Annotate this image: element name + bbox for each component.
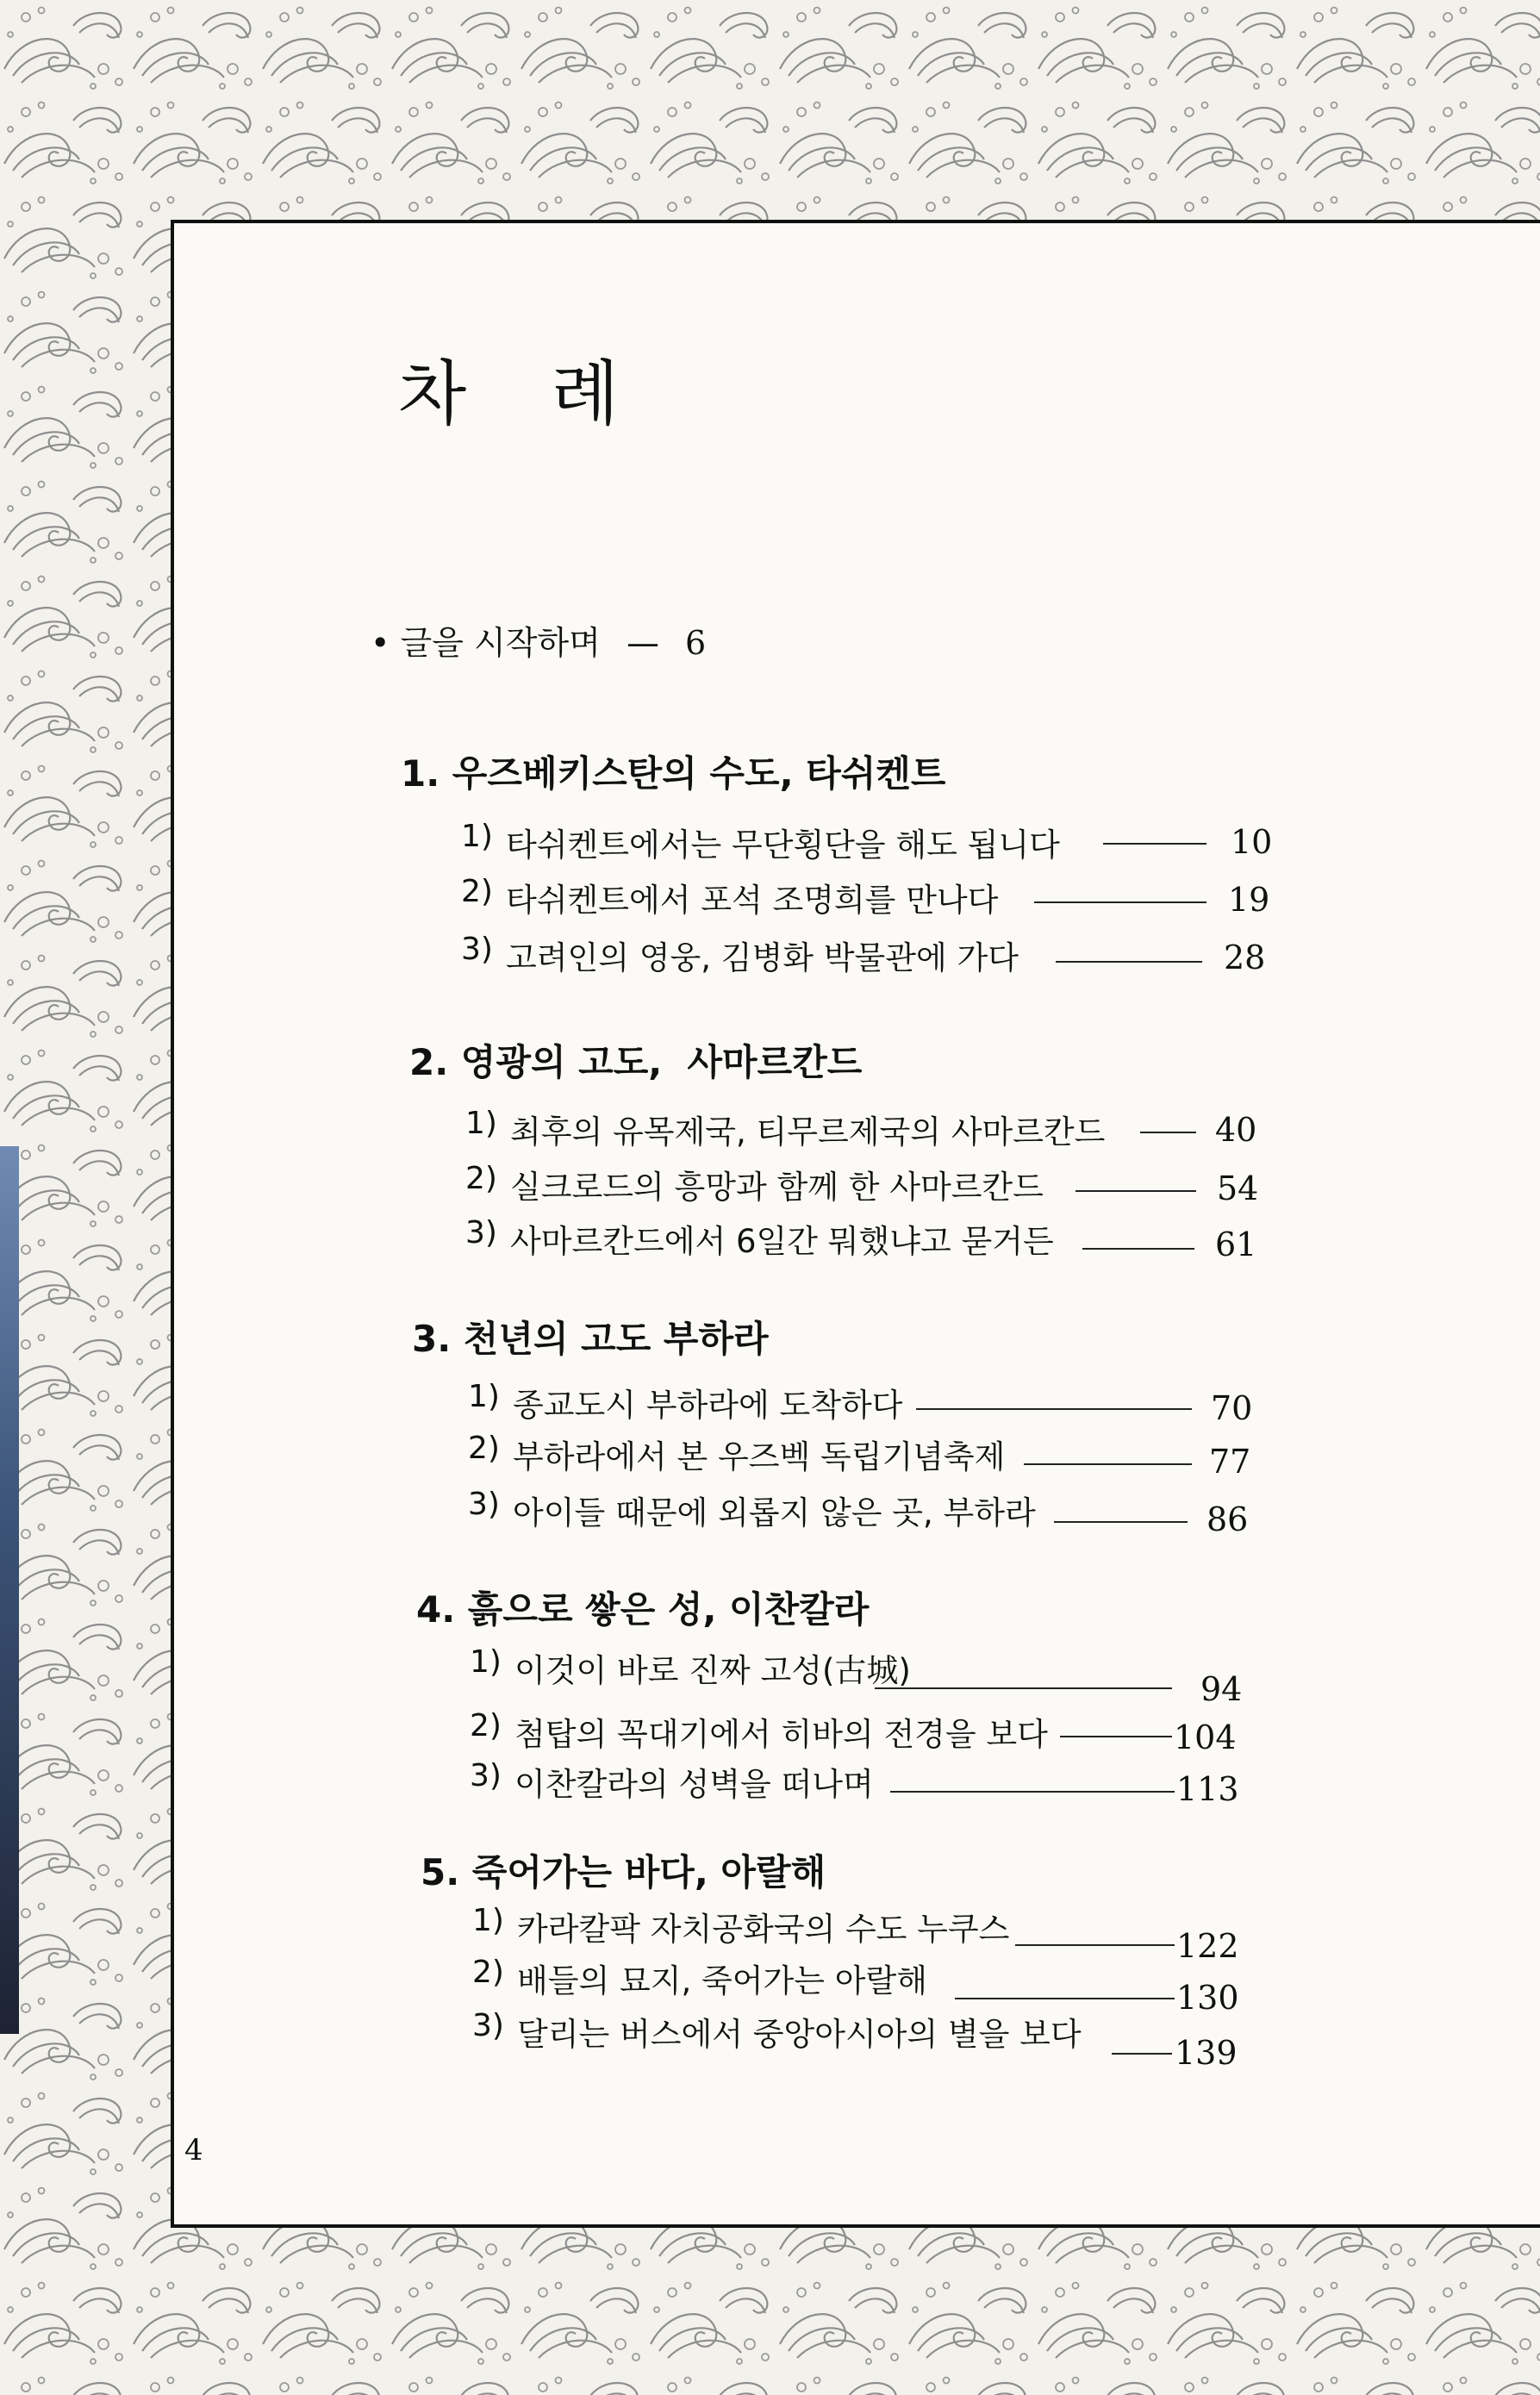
toc-entry[interactable]	[468, 1487, 1287, 1538]
leader-line	[1103, 843, 1206, 845]
leader-line	[1140, 1132, 1196, 1133]
entry-title: 최후의 유목제국, 티무르제국의 사마르칸드	[510, 1113, 1106, 1151]
leader-line	[1082, 1248, 1194, 1250]
entry-number: 3)	[470, 1758, 502, 1793]
leader-line	[955, 1998, 1175, 1999]
entry-title: 타쉬켄트에서 포석 조명희를 만나다	[506, 882, 999, 919]
entry-title: 달리는 버스에서 중앙아시아의 별을 보다	[517, 2016, 1082, 2053]
toc-entry[interactable]	[470, 1644, 1288, 1708]
leader-line	[1056, 961, 1202, 963]
toc-entry[interactable]	[472, 1955, 1291, 2017]
entry-page: 139	[1175, 2034, 1238, 2072]
entry-page: 40	[1215, 1111, 1257, 1149]
entry-page: 61	[1215, 1226, 1257, 1263]
page-title: 차 례	[398, 353, 651, 435]
section-heading-2[interactable]: 2. 영광의 고도, 사마르칸드	[409, 1041, 863, 1083]
entry-page: 122	[1176, 1927, 1239, 1965]
leader-line	[1015, 1944, 1175, 1946]
entry-number: 1)	[472, 1903, 504, 1938]
toc-entry[interactable]	[461, 932, 1280, 983]
intro-page: 6	[685, 624, 707, 662]
entry-page: 77	[1209, 1443, 1251, 1481]
entry-number: 2)	[465, 1161, 497, 1196]
entry-number: 1)	[461, 819, 493, 854]
toc-entry[interactable]	[468, 1379, 1287, 1431]
entry-page: 28	[1224, 939, 1266, 976]
entry-page: 94	[1200, 1670, 1243, 1708]
entry-page: 130	[1176, 1979, 1239, 2017]
entry-number: 3)	[465, 1215, 497, 1251]
entry-number: 1)	[465, 1106, 497, 1141]
entry-number: 1)	[470, 1644, 502, 1680]
toc-intro-entry[interactable]	[371, 616, 706, 664]
bullet: •	[371, 624, 390, 662]
toc-entry[interactable]	[465, 1106, 1284, 1157]
entry-title: 첨탑의 꼭대기에서 히바의 전경을 보다	[514, 1716, 1048, 1753]
entry-page: 70	[1211, 1389, 1253, 1427]
section-heading-3[interactable]: 3. 천년의 고도 부하라	[412, 1318, 769, 1360]
entry-number: 1)	[468, 1379, 500, 1414]
section-heading-1[interactable]: 1. 우즈베키스탄의 수도, 타쉬켄트	[401, 752, 946, 795]
entry-title: 이것이 바로 진짜 고성(古城)	[514, 1652, 911, 1689]
toc-entry[interactable]	[472, 2008, 1291, 2072]
entry-title: 고려인의 영웅, 김병화 박물관에 가다	[506, 939, 1019, 976]
leader-line	[1060, 1736, 1172, 1737]
toc-entry[interactable]	[461, 819, 1280, 870]
intro-dash: —	[626, 624, 659, 662]
entry-number: 2)	[472, 1955, 504, 1990]
adjacent-page-strip	[0, 1146, 19, 2034]
section-heading-4[interactable]: 4. 흙으로 쌓은 성, 이찬칼라	[416, 1588, 870, 1631]
entry-title: 아이들 때문에 외롭지 않은 곳, 부하라	[513, 1494, 1036, 1531]
toc-entry[interactable]	[461, 874, 1280, 926]
entry-title: 사마르칸드에서 6일간 뭐했냐고 묻거든	[510, 1223, 1054, 1260]
entry-page: 54	[1217, 1169, 1259, 1207]
entry-title: 배들의 묘지, 죽어가는 아랄해	[517, 1962, 927, 1999]
toc-entry[interactable]	[472, 1903, 1291, 1965]
entry-title: 이찬칼라의 성벽을 떠나며	[514, 1766, 874, 1803]
entry-number: 3)	[472, 2008, 504, 2043]
leader-line	[1076, 1190, 1196, 1192]
entry-number: 3)	[468, 1487, 500, 1522]
entry-number: 2)	[461, 874, 493, 909]
entry-title: 카라칼팍 자치공화국의 수도 누쿠스	[517, 1911, 1010, 1948]
leader-line	[916, 1408, 1192, 1410]
entry-page: 19	[1228, 881, 1270, 919]
entry-page: 86	[1206, 1500, 1249, 1538]
leader-line	[890, 1791, 1175, 1793]
leader-line	[1054, 1521, 1188, 1523]
page-number: 4	[184, 2133, 203, 2167]
entry-title: 부하라에서 본 우즈벡 독립기념축제	[513, 1438, 1006, 1475]
leader-line	[1024, 1463, 1192, 1465]
leader-line	[1112, 2053, 1172, 2055]
entry-title: 종교도시 부하라에 도착하다	[513, 1387, 903, 1424]
entry-number: 2)	[470, 1708, 502, 1743]
leader-line	[1034, 901, 1206, 903]
entry-title: 타쉬켄트에서는 무단횡단을 해도 됩니다	[506, 826, 1060, 864]
toc-entry[interactable]	[465, 1215, 1284, 1267]
entry-page: 10	[1231, 823, 1273, 861]
leader-line	[875, 1687, 1172, 1689]
entry-number: 2)	[468, 1431, 500, 1466]
toc-entry[interactable]	[465, 1161, 1284, 1213]
toc-entry[interactable]	[468, 1431, 1287, 1482]
intro-label: 글을 시작하며	[400, 624, 601, 662]
entry-page: 113	[1176, 1770, 1239, 1808]
toc-entry[interactable]	[470, 1708, 1288, 1760]
entry-title: 실크로드의 흥망과 함께 한 사마르칸드	[510, 1169, 1044, 1206]
section-heading-5[interactable]: 5. 죽어가는 바다, 아랄해	[421, 1851, 826, 1893]
toc-entry[interactable]	[470, 1758, 1288, 1810]
entry-number: 3)	[461, 932, 493, 967]
entry-page: 104	[1174, 1718, 1237, 1756]
